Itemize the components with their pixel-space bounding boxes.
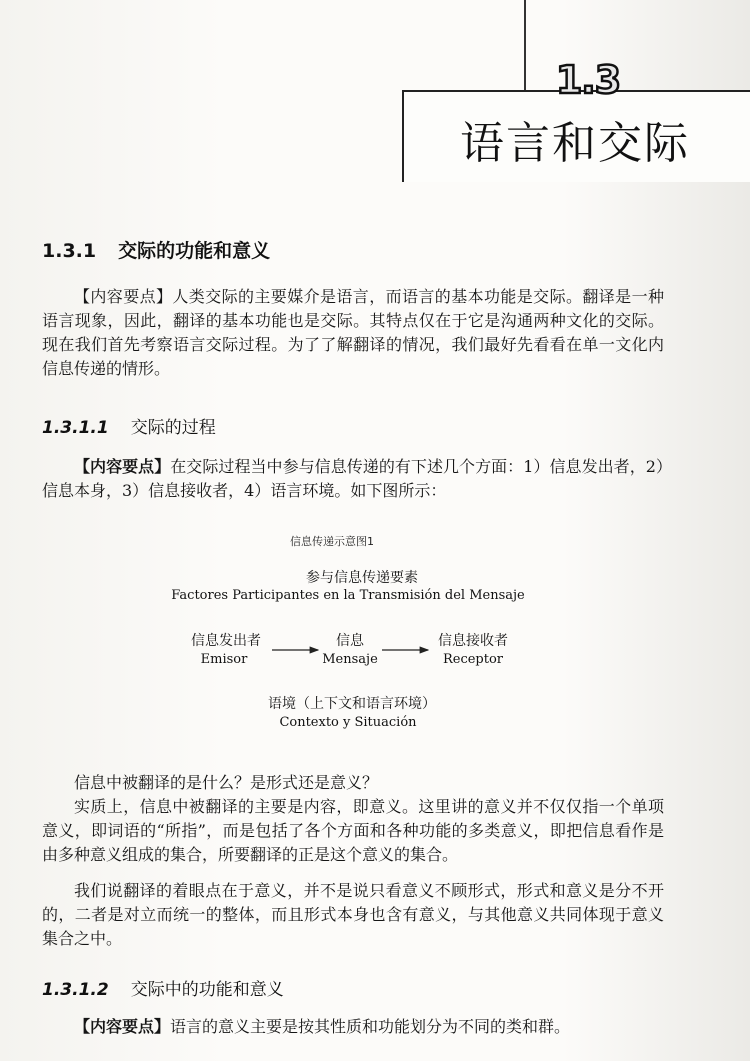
key-points-tag: 【内容要点】: [74, 1017, 171, 1036]
subsection-title: 交际的过程: [130, 418, 216, 438]
emisor-label-cn: 信息发出者: [191, 633, 261, 649]
receptor-label-cn: 信息接收者: [438, 633, 508, 649]
body-paragraph-1: 实质上，信息中被翻译的主要是内容，即意义。这里讲的意义并不仅仅指一个单项意义，即词语的“所指”，而是包括了各个方面和各种功能的多类意义，即把信息看作是由多种意义组成的集合，所要翻译的正是这个意义的集合。: [42, 797, 664, 864]
body-paragraph-2: 我们说翻译的着眼点在于意义，并不是说只看意义不顾形式，形式和意义是分不开的，二者是对立而统一的整体，而且形式本身也含有意义，与其他意义共同体现于意义集合之中。: [42, 881, 664, 948]
question-line: 信息中被翻译的是什么？是形式还是意义？: [74, 773, 379, 792]
context-label-cn: 语境（上下文和语言环境）: [268, 696, 436, 712]
section-title: 交际的功能和意义: [118, 240, 271, 262]
section-number: 1.3.1: [42, 240, 97, 262]
emisor-label-es: Emisor: [200, 652, 248, 667]
paragraph-text: 在交际过程当中参与信息传递的有下述几个方面：1）信息发出者，2）信息本身，3）信息接收者，4）语言环境。如下图所示：: [42, 457, 664, 500]
mensaje-label-es: Mensaje: [322, 652, 378, 667]
key-points-tag: 【内容要点】: [74, 457, 171, 476]
subsection-heading-1-3-1-2: [42, 975, 284, 1000]
paragraph-text: 语言的意义主要是按其性质和功能划分为不同的类和群。: [170, 1017, 571, 1036]
diagram-top-label-cn: 参与信息传递要素: [306, 570, 418, 586]
subsection-number: 1.3.1.2: [42, 980, 109, 1000]
section-number-badge: 1.3: [555, 58, 621, 102]
key-points-tag: 【内容要点】: [74, 287, 173, 306]
subsection-number: 1.3.1.1: [42, 418, 109, 438]
context-label-es: Contexto y Situación: [279, 715, 417, 730]
diagram-top-label-es: Factores Participantes en la Transmisión del Mensaje: [171, 588, 525, 603]
receptor-label-es: Receptor: [442, 652, 504, 667]
subsection-title: 交际中的功能和意义: [130, 980, 284, 1000]
paragraph-text: 人类交际的主要媒介是语言，而语言的基本功能是交际。翻译是一种语言现象，因此，翻译的基本功能也是交际。其特点仅在于它是沟通两种文化的交际。现在我们首先考察语言交际过程。为了了解翻译的情况，我们最好先看看在单一文化内信息传递的情形。: [42, 287, 664, 378]
key-points-paragraph-3: [42, 1015, 664, 1039]
mensaje-label-cn: 信息: [336, 633, 364, 649]
chapter-title: 语言和交际: [460, 118, 690, 169]
figure-caption: 信息传递示意图1: [290, 535, 374, 548]
